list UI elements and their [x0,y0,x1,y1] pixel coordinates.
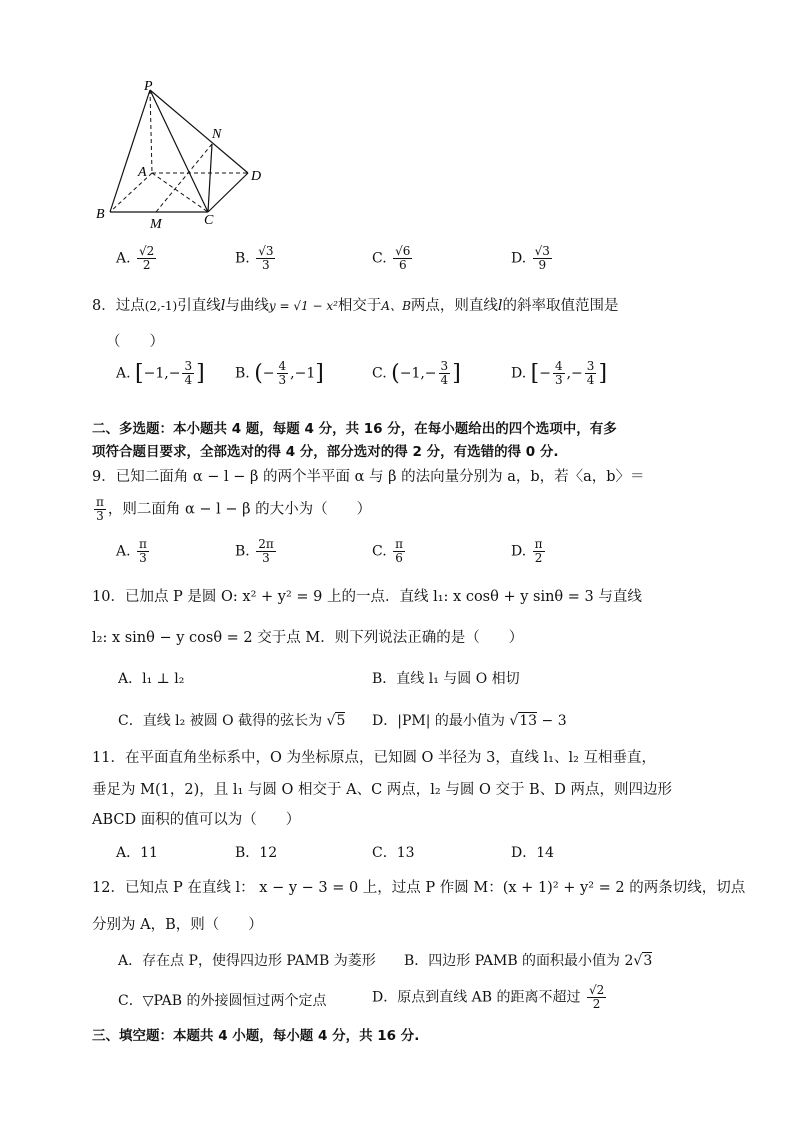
q7-option-b[interactable]: B. $\frac{√3}{3}$ [235,244,274,272]
q8-option-b[interactable]: B. (− $\frac{4}{3}$ ,−1] [235,359,324,387]
q12-option-c[interactable]: C．▽PAB 的外接圆恒过两个定点 [118,993,327,1009]
q10-stem-line2: l₂: x sinθ − y cosθ = 2 交于点 M．则下列说法正确的是（ ） [92,630,524,646]
q9-option-a[interactable]: A. $\frac{\pi}{3}$ [116,537,147,565]
q10-option-b[interactable]: B．直线 l₁ 与圆 O 相切 [372,671,520,687]
q9-option-b[interactable]: B. $\frac{2\pi}{3}$ [235,537,274,565]
q8-option-a[interactable]: A. [−1,− $\frac{3}{4}$ ] [116,359,205,387]
label-D: D [251,169,262,184]
edge-NC [208,144,212,212]
q12-option-a[interactable]: A．存在点 P，使得四边形 PAMB 为菱形 [118,953,376,969]
q8-option-d[interactable]: D. [− $\frac{4}{3}$ ,− $\frac{3}{4}$ ] [511,359,608,387]
section3-heading: 三、填空题：本题共 4 小题，每小题 4 分，共 16 分. [92,1028,420,1044]
q7-option-c-fraction: $\frac{√6}{6}$ [395,244,411,272]
q11-option-c[interactable]: C．13 [372,845,415,861]
pyramid-figure [90,78,270,236]
q10-stem-line1: 10．已加点 P 是圆 O: x² + y² = 9 上的一点．直线 l₁: x cosθ + y sinθ = 3 与直线 [92,589,642,605]
label-C: C [204,213,214,228]
q7-option-c[interactable]: C. $\frac{√6}{6}$ [372,244,411,272]
q11-option-a[interactable]: A．11 [116,845,158,861]
label-A: A [138,165,147,180]
q9-pi-over-3: $\frac{\pi}{3}$ [96,495,104,523]
q7-option-a-fraction: $\frac{√2}{2}$ [139,244,155,272]
q9-option-d[interactable]: D. $\frac{\pi}{2}$ [511,537,543,565]
q12-stem-line2: 分别为 A，B，则（ ） [92,917,263,933]
q7-option-d-fraction: $\frac{√3}{9}$ [534,244,550,272]
q7-option-a[interactable]: A. $\frac{√2}{2}$ [116,244,155,272]
label-B: B [96,207,105,222]
q8-answer-paren: （ ） [106,334,164,350]
q11-stem-line2: 垂足为 M(1，2)，且 l₁ 与圆 O 相交于 A、C 两点，l₂ 与圆 O 交于 B、D 两点，则四边形 [92,782,672,798]
q10-option-a[interactable]: A．l₁ ⊥ l₂ [118,671,185,687]
section2-heading-line2: 项符合题目要求，全部选对的得 4 分，部分选对的得 2 分，有选错的得 0 分. [92,444,559,460]
q12-option-b[interactable]: B．四边形 PAMB 的面积最小值为 2√3 [404,953,653,969]
q9-stem-line2: $\frac{\pi}{3}$ ，则二面角 α − l − β 的大小为（ ） [96,495,372,523]
q8-option-c[interactable]: C. (−1,− $\frac{3}{4}$ ] [372,359,461,387]
section2-heading-line1: 二、多选题：本小题共 4 题，每题 4 分，共 16 分，在每小题给出的四个选项中，有多 [92,421,617,437]
q12-stem-line1: 12．已知点 P 在直线 l： x − y − 3 = 0 上，过点 P 作圆 M：(x + 1)² + y² = 2 的两条切线，切点 [92,880,746,896]
q10-option-c[interactable]: C．直线 l₂ 被圆 O 截得的弦长为 √5 [118,713,346,729]
q9-stem-line1: 9．已知二面角 α − l − β 的两个半平面 α 与 β 的法向量分别为 a，b，若〈a，b〉＝ [92,469,645,485]
label-M: M [150,217,162,232]
q11-stem-line3: ABCD 面积的值可以为（ ） [92,812,301,828]
q10-option-d[interactable]: D．|PM| 的最小值为 √13 − 3 [372,713,567,729]
edge-PC [150,90,208,212]
q8-stem: 8．过点(2,-1)引直线l与曲线y = √1 − x²相交于A、B两点，则直线l的斜率取值范围是 [92,298,619,314]
edge-CD [208,173,248,212]
q9-option-c[interactable]: C. $\frac{\pi}{6}$ [372,537,404,565]
q11-option-d[interactable]: D．14 [511,845,555,861]
edge-PA [150,90,152,173]
q7-option-d[interactable]: D. $\frac{√3}{9}$ [511,244,550,272]
q11-option-b[interactable]: B．12 [235,845,278,861]
label-P: P [144,79,153,94]
q12-option-d[interactable]: D．原点到直线 AB 的距离不超过 $\frac{√2}{2}$ [372,983,605,1011]
q7-option-b-fraction: $\frac{√3}{3}$ [258,244,274,272]
q11-stem-line1: 11．在平面直角坐标系中，O 为坐标原点，已知圆 O 半径为 3，直线 l₁、l₂ 互相垂直， [92,750,657,766]
label-N: N [212,127,222,142]
